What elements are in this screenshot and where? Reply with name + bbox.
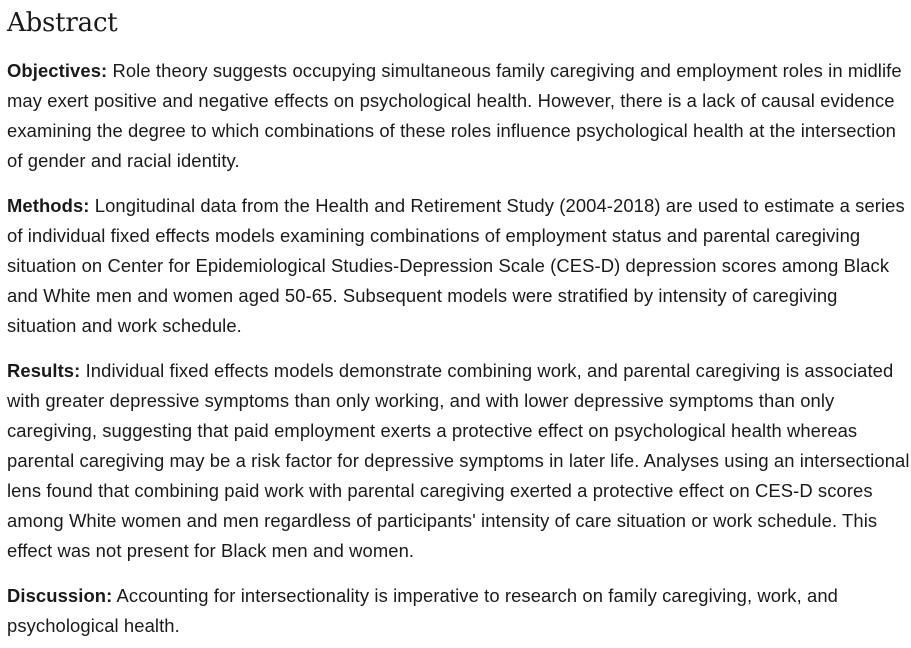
abstract-heading: Abstract bbox=[7, 8, 118, 38]
discussion-label: Discussion: bbox=[7, 585, 113, 606]
objectives-label: Objectives: bbox=[7, 60, 108, 81]
discussion-paragraph bbox=[7, 581, 911, 641]
objectives-text: Role theory suggests occupying simultaneous family caregiving and employment roles in midlife may exert positive and negative effects on psychological health. However, there is a lack of causal evidence examining the degree to which combinations of these roles influence psychological health at the intersection of gender and racial identity. bbox=[7, 60, 902, 171]
objectives-paragraph bbox=[7, 56, 911, 176]
discussion-text: Accounting for intersectionality is imperative to research on family caregiving, work, and psychological health. bbox=[7, 585, 838, 636]
results-label: Results: bbox=[7, 360, 81, 381]
methods-text: Longitudinal data from the Health and Retirement Study (2004-2018) are used to estimate a series of individual fixed effects models examining combinations of employment status and parental caregiving situation on Center for Epidemiological Studies-Depression Scale (CES-D) depression scores among Black and White men and women aged 50-65. Subsequent models were stratified by intensity of caregiving situation and work schedule. bbox=[7, 195, 905, 336]
results-text: Individual fixed effects models demonstrate combining work, and parental caregiving is associated with greater depressive symptoms than only working, and with lower depressive symptoms than only caregiving, suggesting that paid employment exerts a protective effect on psychological health whereas parental caregiving may be a risk factor for depressive symptoms in later life. Analyses using an intersectional lens found that combining paid work with parental caregiving exerted a protective effect on CES-D scores among White women and men regardless of participants' intensity of care situation or work schedule. This effect was not present for Black men and women. bbox=[7, 360, 910, 561]
methods-label: Methods: bbox=[7, 195, 90, 216]
results-paragraph bbox=[7, 356, 911, 566]
methods-paragraph bbox=[7, 191, 911, 341]
